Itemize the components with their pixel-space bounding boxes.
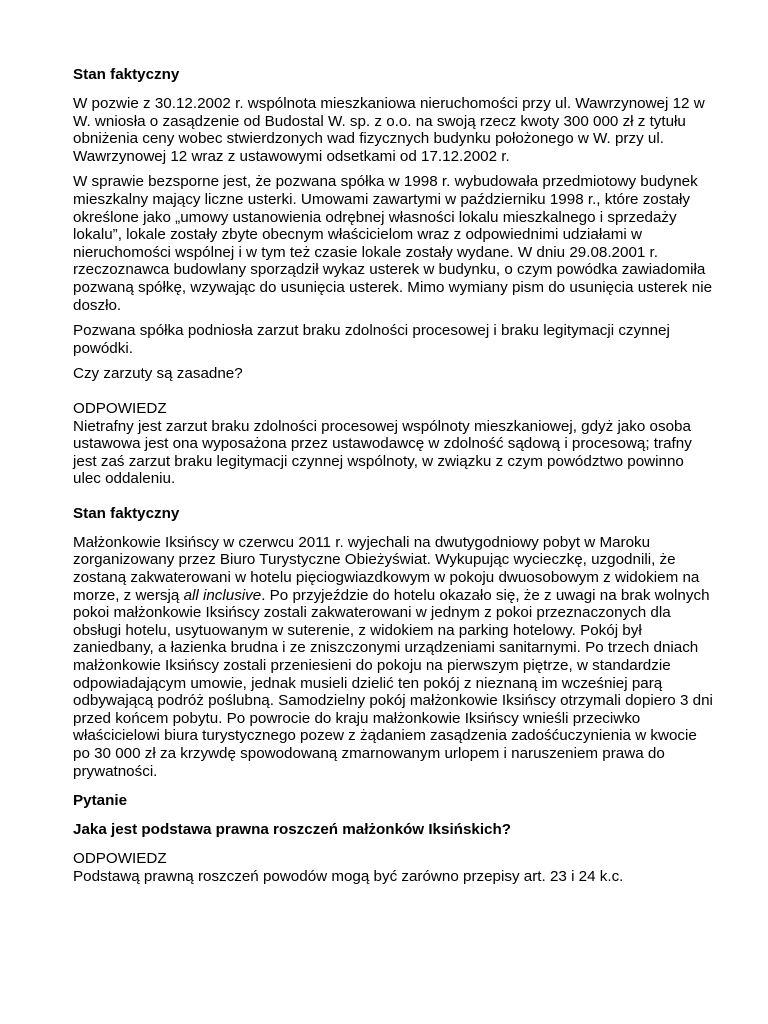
paragraph-text: . Po przyjeździe do hotelu okazało się, że z uwagi na brak wolnych pokoi małżonkowie Iksińscy zostali zakwaterowani w jednym z pokoi przeznaczonych dla obsługi hotelu, usytuowanym w suterenie, z widokiem na parking hotelowy. Pokój był zaniedbany, a łazienka brudna i ze zniszczonymi urządzeniami sanitarnymi. Po trzech dniach małżonkowie Iksińscy zostali przeniesieni do pokoju na pierwszym piętrze, w standardzie odpowiadającym umowie, jednak musieli dzielić ten pokój z nieznaną im wcześniej parą odbywającą podróż poślubną. Samodzielny pokój małżonkowie Iksińscy otrzymali dopiero 3 dni przed końcem pobytu. Po powrocie do kraju małżonkowie Iksińscy wnieśli przeciwko właścicielowi biura turystycznego pozew z żądaniem zasądzenia zadośćuczynienia w kwocie po 30 000 zł za krzywdę spowodowaną zmarnowanym urlopem i naruszeniem prawa do prywatności. (73, 586, 713, 780)
italic-text: all inclusive (183, 586, 262, 604)
paragraph: W sprawie bezsporne jest, że pozwana spółka w 1998 r. wybudowała przedmiotowy budynek mieszkalny mający liczne usterki. Umowami zawartymi w październiku 1998 r., które zostały określone jako „umowy ustanowienia odrębnej własności lokalu mieszkalnego i sprzedaży lokalu”, lokale zostały zbyte obecnym właścicielom wraz z odpowiednimi udziałami w nieruchomości wspólnej i w tym też czasie lokale zostały wydane. W dniu 29.08.2001 r. rzeczoznawca budowlany sporządził wykaz usterek w budynku, o czym powódka zawiadomiła pozwaną spółkę, wzywając do usunięcia usterek. Mimo wymiany pism do usunięcia usterek nie doszło. (73, 173, 713, 314)
paragraph (73, 534, 713, 780)
answer-text: Nietrafny jest zarzut braku zdolności procesowej wspólnoty mieszkaniowej, gdyż jako osoba ustawowa jest ona wyposażona przez ustawodawcę w zdolność sądową i procesową; trafny jest zaś zarzut braku legitymacji czynnej wspólnoty, w związku z czym powództwo powinno ulec oddaleniu. (73, 417, 692, 488)
paragraph: W pozwie z 30.12.2002 r. wspólnota mieszkaniowa nieruchomości przy ul. Wawrzynowej 12 w W. wniosła o zasądzenie od Budostal W. sp. z o.o. na swoją rzecz kwoty 300 000 zł z tytułu obniżenia ceny wobec stwierdzonych wad fizycznych budynku położonego w W. przy ul. Wawrzynowej 12 wraz z ustawowymi odsetkami od 17.12.2002 r. (73, 95, 705, 165)
document-page (73, 66, 713, 885)
question-heading: Pytanie (73, 792, 128, 810)
question-text: Czy zarzuty są zasadne? (73, 365, 243, 383)
answer-label: ODPOWIEDZ (73, 850, 167, 868)
answer-text: Podstawą prawną roszczeń powodów mogą być zarówno przepisy art. 23 i 24 k.c. (73, 867, 624, 885)
section-heading: Stan faktyczny (73, 66, 180, 83)
question-text: Jaka jest podstawa prawna roszczeń małżonków Iksińskich? (73, 821, 512, 839)
section-heading: Stan faktyczny (73, 504, 180, 522)
answer-label: ODPOWIEDZ (73, 399, 167, 417)
paragraph-text: Małżonkowie Iksińscy w czerwcu 2011 r. wyjechali na dwutygodniowy pobyt w Maroku zorganizowany przez Biuro Turystyczne Obieżyświat. Wykupując wycieczkę, uzgodnili, że zostaną zakwaterowani w hotelu pięciogwiazdkowym w pokoju dwuosobowym z widokiem na morze, z wersją (73, 533, 700, 604)
paragraph: Pozwana spółka podniosła zarzut braku zdolności procesowej i braku legitymacji czynnej powódki. (73, 322, 670, 357)
